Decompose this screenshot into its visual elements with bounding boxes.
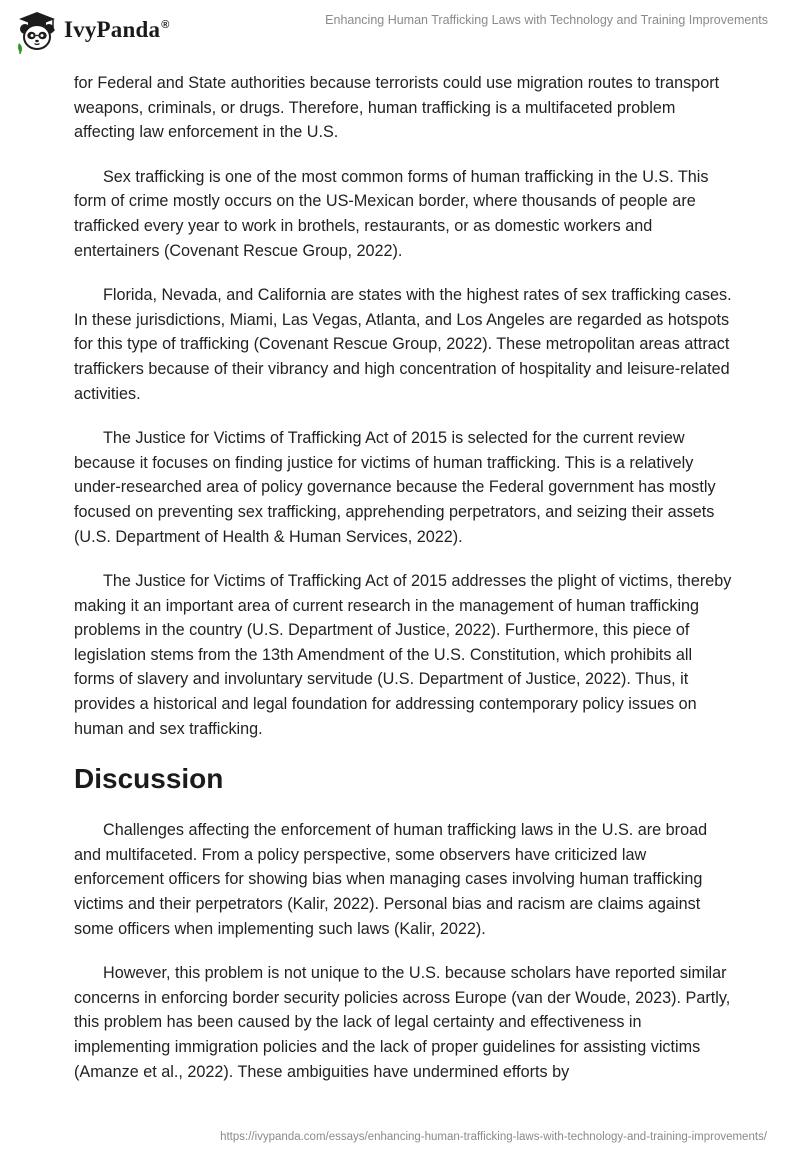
document-title: Enhancing Human Trafficking Laws with Technology and Training Improvements (325, 13, 768, 27)
logo-wordmark: IvyPanda® (64, 17, 170, 42)
page-header (0, 0, 800, 64)
paragraph-states: Florida, Nevada, and California are states with the highest rates of sex trafficking cases. In these jurisdictions, Miami, Las Vegas, Atlanta, and Los Angeles are regarded as hotspots for this type of trafficking (Covenant Rescue Group, 2022). These metropolitan areas attract traffickers because of their vibrancy and high concentration of hospitality and leisure-related activities. (74, 286, 732, 403)
paragraph-justice-act-review: The Justice for Victims of Trafficking Act of 2015 is selected for the current review because it focuses on finding justice for victims of human trafficking. This is a relatively under-researched area of policy governance because the Federal government has mostly focused on preventing sex trafficking, apprehending perpetrators, and seizing their assets (U.S. Department of Health & Human Services, 2022). (74, 429, 716, 546)
paragraph-challenges: Challenges affecting the enforcement of human trafficking laws in the U.S. are broad and multifaceted. From a policy perspective, some observers have criticized law enforcement officers for showing bias when managing cases involving human trafficking victims and their perpetrators (Kalir, 2022). Personal bias and racism are claims against some officers when implementing such laws (Kalir, 2022). (74, 821, 708, 938)
essay-body (74, 71, 734, 1104)
ivypanda-logo[interactable] (14, 8, 170, 56)
paragraph-continuation: for Federal and State authorities because terrorists could use migration routes to transport weapons, criminals, or drugs. Therefore, human trafficking is a multifaceted problem affecting law enforcement in the U.S. (74, 74, 720, 142)
section-heading-discussion: Discussion (74, 763, 224, 795)
paragraph-sex-trafficking: Sex trafficking is one of the most common forms of human trafficking in the U.S. This form of crime mostly occurs on the US-Mexican border, where thousands of people are trafficked every year to work in brothels, restaurants, or as domestic workers and entertainers (Covenant Rescue Group, 2022). (74, 167, 709, 260)
paragraph-europe: However, this problem is not unique to the U.S. because scholars have reported similar concerns in enforcing border security policies across Europe (van der Woude, 2023). Partly, this problem has been caused by the lack of legal certainty and effectiveness in implementing immigration policies and the lack of proper guidelines for assisting victims (Amanze et al., 2022). These ambiguities have undermined efforts by (74, 964, 731, 1081)
registered-mark: ® (161, 19, 170, 32)
paragraph-justice-act-victims: The Justice for Victims of Trafficking Act of 2015 addresses the plight of victims, thereby making it an important area of current research in the management of human trafficking problems in the country (U.S. Department of Justice, 2022). Furthermore, this piece of legislation stems from the 13th Amendment of the U.S. Constitution, which prohibits all forms of slavery and involuntary servitude (U.S. Department of Justice, 2022). Thus, it provides a historical and legal foundation for addressing contemporary policy issues on human and sex trafficking. (74, 572, 732, 738)
source-url[interactable]: https://ivypanda.com/essays/enhancing-human-trafficking-laws-with-technology-and-training-improvements/ (220, 1131, 767, 1143)
panda-graduate-icon (14, 9, 60, 55)
